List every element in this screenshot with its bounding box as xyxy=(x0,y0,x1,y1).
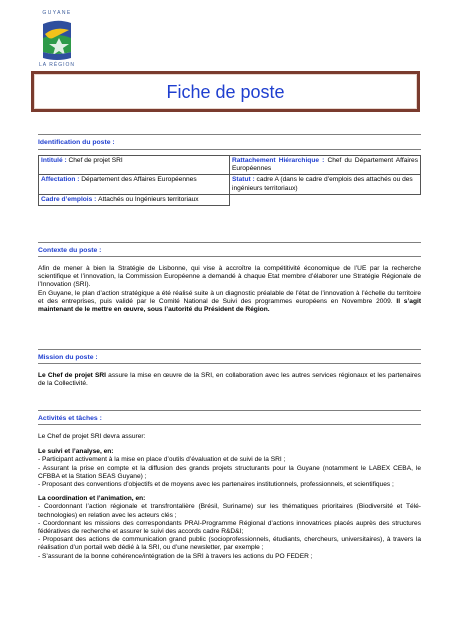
title-frame xyxy=(31,71,420,112)
region-logo xyxy=(38,10,76,70)
coord-item: - Proposant des actions de communication grand public (socioprofessionnels, étudiants, chercheurs, universitaires), à travers la réalisation d’un portail web dédié à la SRI, ou d’une newsletter, par exemple ; xyxy=(38,536,421,552)
logo-top-text: GUYANE xyxy=(42,10,72,16)
activites-heading-band xyxy=(38,410,421,425)
mission-bold: Le Chef de projet SRI xyxy=(38,372,107,379)
intitule-value: Chef de projet SRI xyxy=(68,157,123,164)
mission-body xyxy=(38,372,421,388)
contexte-p2-text: En Guyane, le plan d’action stratégique a été réalisé suite à un diagnostic préalable de l’état de l’innovation à l’échelle du territoire et des entreprises, puis validé par le Comité National de Suivi des programmes européens en Novembre 2009. xyxy=(38,289,421,305)
page-title: Fiche de poste xyxy=(166,81,285,102)
coord-item: - Coordonnant l’action régionale et transfrontalière (Brésil, Suriname) sur les thématiques prioritaires (Biodiversité et Télé-technologies) en relation avec les acteurs clés ; xyxy=(38,503,421,519)
activites-body xyxy=(38,433,421,561)
rattachement-value: Chef du Département Affaires Européennes xyxy=(232,157,419,173)
activites-heading: Activités et tâches : xyxy=(38,415,102,422)
cell-intitule xyxy=(39,156,230,175)
intitule-label: Intitulé : xyxy=(41,157,69,164)
rattachement-label: Rattachement Hiérarchique : xyxy=(232,157,328,164)
contexte-heading-band xyxy=(38,242,421,257)
cell-empty xyxy=(230,194,421,205)
coord-heading: La coordination et l’animation, en: xyxy=(38,495,146,503)
contexte-p2-bold: Il s’agit maintenant de le mettre en œuvre, sous l’autorité du Président de Région. xyxy=(38,297,422,314)
coord-item: - Coordonnant les missions des correspondants PRAI-Programme Régional d’actions innovatrices placés auprès des structures fédératives de recherche et assurer le suivi des accords cadre R&D&I; xyxy=(38,519,421,536)
suivi-item: - Proposant des conventions d’objectifs et de moyens avec les partenaires institutionnels, professionnels, et scientifiques ; xyxy=(38,481,394,489)
affectation-value: Département des Affaires Européennes xyxy=(81,176,197,184)
cadre-value: Attachés ou Ingénieurs territoriaux xyxy=(98,195,199,203)
suivi-item: - Participant activement à la mise en place d’outils d’évaluation et de suivi de la SRI ; xyxy=(38,456,286,464)
affectation-label: Affectation : xyxy=(41,176,82,184)
suivi-item: - Assurant la prise en compte et la diffusion des grands projets structurants pour la Guyane (notamment le LABEX CEBA, le CFBBA et la Station SEAS Guyane) ; xyxy=(38,464,421,480)
contexte-body xyxy=(38,265,421,314)
mission-text: assure la mise en œuvre de la SRI, en collaboration avec les autres services régionaux et les partenaires de la Collectivité. xyxy=(38,372,421,388)
mission-heading-band xyxy=(38,349,421,364)
contexte-heading: Contexte du poste : xyxy=(38,247,102,254)
mission-paragraph xyxy=(38,372,421,388)
cell-affectation xyxy=(39,175,230,194)
activites-intro: Le Chef de projet SRI devra assurer: xyxy=(38,433,146,440)
region-emblem-icon xyxy=(41,18,73,62)
cell-statut xyxy=(230,175,421,194)
statut-label: Statut : xyxy=(232,176,257,184)
ident-heading-band xyxy=(38,134,421,150)
suivi-heading: Le suivi et l’analyse, en: xyxy=(38,448,114,456)
coord-item: - S’assurant de la bonne cohérence/intégration de la SRI à travers les actions du PO FEDER ; xyxy=(38,552,313,560)
mission-heading: Mission du poste : xyxy=(38,354,98,361)
ident-table xyxy=(38,155,421,206)
title-box xyxy=(34,74,417,109)
cell-cadre xyxy=(39,194,230,205)
cadre-label: Cadre d’emplois : xyxy=(41,195,99,203)
logo-bottom-text: LA RÉGION xyxy=(39,62,75,68)
contexte-paragraph-1: Afin de mener à bien la Stratégie de Lisbonne, qui vise à accroître la compétitivité économique de l’UE par la recherche scientifique et l’innovation, la Commission Européenne a demandé à chaque Etat membre d’élaborer une Stratégie Régionale de l’Innovation (SRI). xyxy=(38,265,421,289)
contexte-paragraph-2 xyxy=(38,290,421,315)
ident-heading: Identification du poste : xyxy=(38,139,115,146)
statut-value: cadre A (dans le cadre d’emplois des attachés ou des ingénieurs territoriaux) xyxy=(232,176,413,192)
cell-rattachement xyxy=(230,156,421,175)
